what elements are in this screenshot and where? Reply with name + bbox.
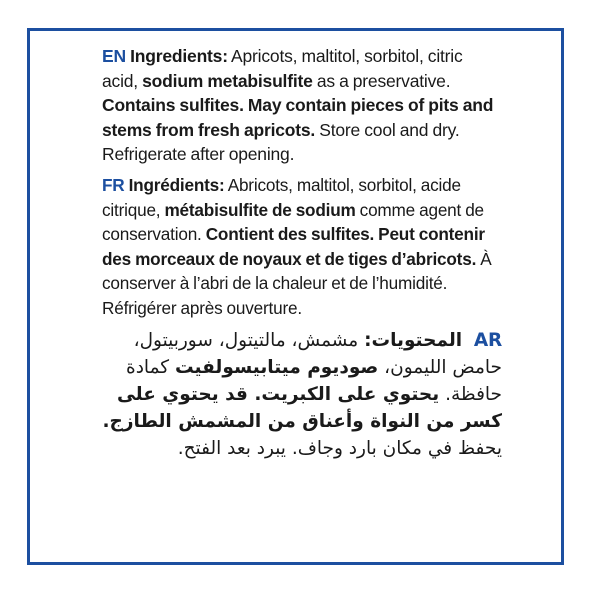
english-bold-1: sodium metabisulfite [142, 70, 313, 91]
arabic-lang-code: AR [473, 329, 502, 351]
arabic-text-3: يحفظ في مكان بارد وجاف. يبرد بعد الفتح. [177, 437, 502, 459]
french-paragraph [102, 173, 502, 321]
english-bold-2: Contains sulfites. May contain pieces of pits and stems from fresh apricots. [102, 95, 494, 140]
french-heading: Ingrédients: [128, 174, 225, 195]
english-text-2: as a preservative. [312, 70, 451, 91]
french-text-1: Abricots, maltitol, sorbitol, acide citrique, [102, 174, 461, 220]
english-text-1: Apricots, maltitol, sorbitol, citric acid, [102, 46, 463, 91]
arabic-bold-1: صوديوم ميتابيسولفيت [174, 356, 379, 378]
arabic-text-1: مشمش، مالتيتول، سوربيتول، حامض الليمون، [133, 329, 502, 378]
english-lang-code: EN [102, 46, 126, 66]
french-text-3: À conserver à l’abri de la chaleur et de l’humidité. Réfrigérer après ouverture. [102, 248, 492, 318]
french-bold-1: métabisulfite de sodium [164, 199, 356, 220]
english-paragraph [102, 44, 502, 167]
english-heading: Ingredients: [130, 46, 228, 66]
arabic-heading: المحتويات: [364, 329, 463, 351]
ingredients-panel [102, 44, 502, 468]
arabic-bold-2: يحتوي على الكبريت. قد يحتوي على كسر من النواة وأعناق من المشمش الطازج. [102, 383, 502, 432]
arabic-text-2: كمادة حافظة. [126, 356, 502, 405]
arabic-paragraph [102, 327, 502, 462]
english-text-3: Store cool and dry. Refrigerate after opening. [102, 119, 460, 165]
french-bold-2: Contient des sulfites. Peut contenir des morceaux de noyaux et de tiges d’abricots. [102, 224, 485, 269]
french-text-2: comme agent de conservation. [102, 199, 484, 245]
french-lang-code: FR [102, 174, 125, 195]
